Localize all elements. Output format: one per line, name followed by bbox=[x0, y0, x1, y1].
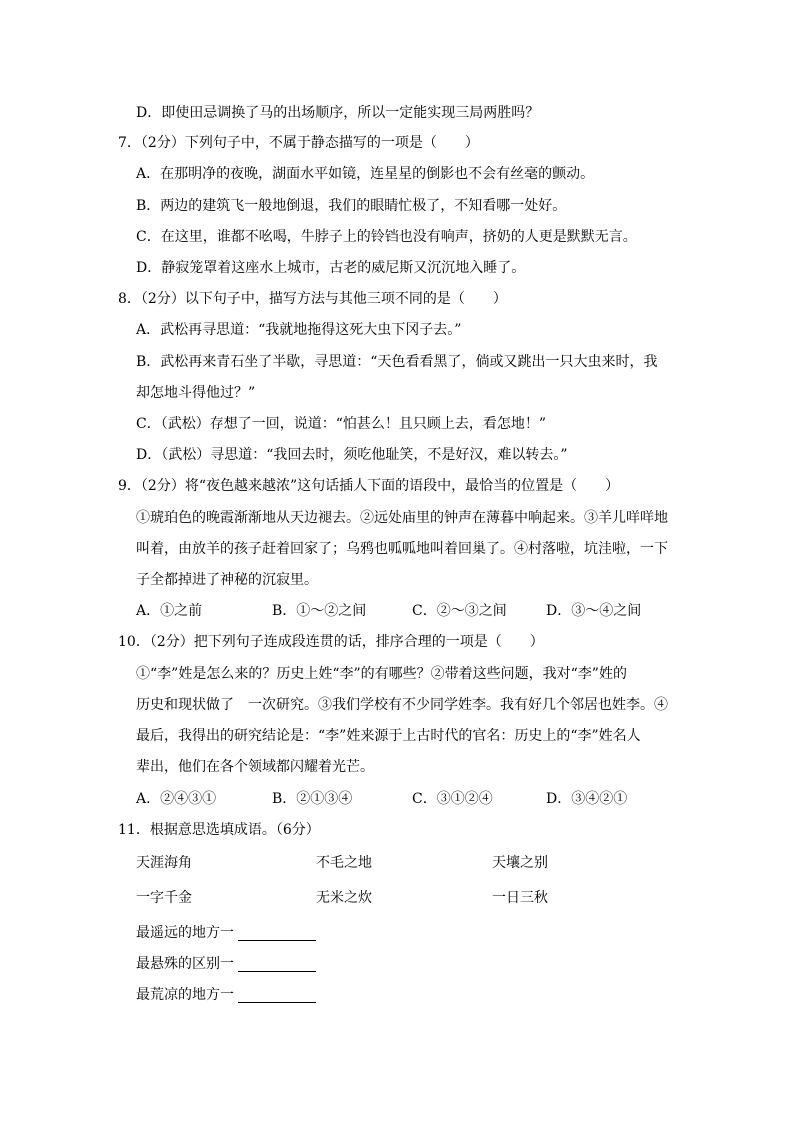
q10-option-c: C．③①②④ bbox=[412, 791, 493, 807]
answer-blank[interactable] bbox=[238, 926, 316, 941]
question-8: 8．（2分）以下句子中，描写方法与其他三项不同的是（ ） bbox=[118, 291, 507, 307]
q9-option-c: C．②～③之间 bbox=[412, 603, 507, 619]
q9-option-d: D．③～④之间 bbox=[546, 603, 642, 619]
q7-option-c: C．在这里，谁都不吆喝，牛脖子上的铃铛也没有响声，挤奶的人更是默默无言。 bbox=[136, 229, 637, 245]
answer-blank[interactable] bbox=[238, 988, 316, 1003]
q10-option-a: A．②④③① bbox=[136, 791, 217, 807]
q8-option-b-line1: B．武松再来青石坐了半歇，寻思道：“天色看看黑了，倘或又跳出一只大虫来时，我 bbox=[136, 354, 658, 370]
question-10: 10．（2分）把下列句子连成段连贯的话，排序合理的一项是（ ） bbox=[118, 634, 544, 650]
idiom: 一日三秋 bbox=[492, 890, 548, 906]
q9-option-a: A．①之前 bbox=[136, 603, 203, 619]
idiom: 天涯海角 bbox=[136, 855, 192, 871]
idiom: 一字千金 bbox=[136, 890, 192, 906]
q7-option-d: D．静寂笼罩着这座水上城市，古老的威尼斯又沉沉地入睡了。 bbox=[136, 260, 526, 276]
q8-option-a: A．武松再寻思道：“我就地拖得这死大虫下冈子去。” bbox=[136, 322, 462, 338]
fill-item-label: 最遥远的地方一 bbox=[136, 925, 234, 941]
q9-passage-line2: 叫着，由放羊的孩子赶着回家了；乌鸦也呱呱地叫着回巢了。④村落啦，坑洼啦，一下 bbox=[136, 541, 668, 557]
question-7: 7．（2分）下列句子中，不属于静态描写的一项是（ ） bbox=[118, 135, 479, 151]
question-9: 9．（2分）将“夜色越来越浓”这句话插人下面的语段中，最恰当的位置是（ ） bbox=[118, 478, 620, 494]
fill-item bbox=[136, 954, 316, 974]
q9-passage-line3: 子全都掉进了神秘的沉寂里。 bbox=[136, 572, 318, 588]
q7-option-b: B．两边的建筑飞一般地倒退，我们的眼睛忙极了，不知看哪一处好。 bbox=[136, 198, 567, 214]
idiom: 不毛之地 bbox=[316, 855, 372, 871]
q8-option-d: D．（武松）寻思道：“我回去时，须吃他耻笑，不是好汉，难以转去。” bbox=[136, 447, 568, 463]
q10-passage-line3: 最后，我得出的研究结论是：“李”姓来源于上古时代的官名：历史上的“李”姓名人 bbox=[136, 728, 641, 744]
fill-item bbox=[136, 923, 316, 943]
fill-item bbox=[136, 985, 316, 1005]
q10-passage-line1: ①“李”姓是怎么来的？历史上姓“李”的有哪些？②带着这些问题，我对“李”姓的 bbox=[136, 666, 627, 682]
q8-option-b-line2: 却怎地斗得他过？” bbox=[136, 385, 256, 401]
idiom: 天壤之别 bbox=[492, 855, 548, 871]
q9-passage-line1: ①琥珀色的晚霞渐渐地从天边褪去。②远处庙里的钟声在薄暮中响起来。③羊儿咩咩地 bbox=[136, 510, 668, 526]
question-11: 11．根据意思选填成语。（6分） bbox=[118, 822, 320, 838]
idiom: 无米之炊 bbox=[316, 890, 372, 906]
q10-option-b: B．②①③④ bbox=[272, 791, 353, 807]
fill-item-label: 最荒凉的地方一 bbox=[136, 987, 234, 1003]
fill-item-label: 最悬殊的区别一 bbox=[136, 956, 234, 972]
q7-option-a: A．在那明净的夜晚，湖面水平如镜，连星星的倒影也不会有丝毫的颤动。 bbox=[136, 166, 595, 182]
q6-option-d: D．即使田忌调换了马的出场顺序，所以一定能实现三局两胜吗？ bbox=[136, 105, 540, 121]
answer-blank[interactable] bbox=[238, 957, 316, 972]
q8-option-c: C．（武松）存想了一回，说道：“怕甚么！且只顾上去，看怎地！” bbox=[136, 416, 547, 432]
q10-passage-line4: 辈出，他们在各个领域都闪耀着光芒。 bbox=[136, 759, 374, 775]
q10-option-d: D．③④②① bbox=[546, 791, 628, 807]
q10-passage-line2: 历史和现状做了 一次研究。③我们学校有不少同学姓李。我有好几个邻居也姓李。④ bbox=[136, 697, 668, 713]
q9-option-b: B．①～②之间 bbox=[272, 603, 367, 619]
